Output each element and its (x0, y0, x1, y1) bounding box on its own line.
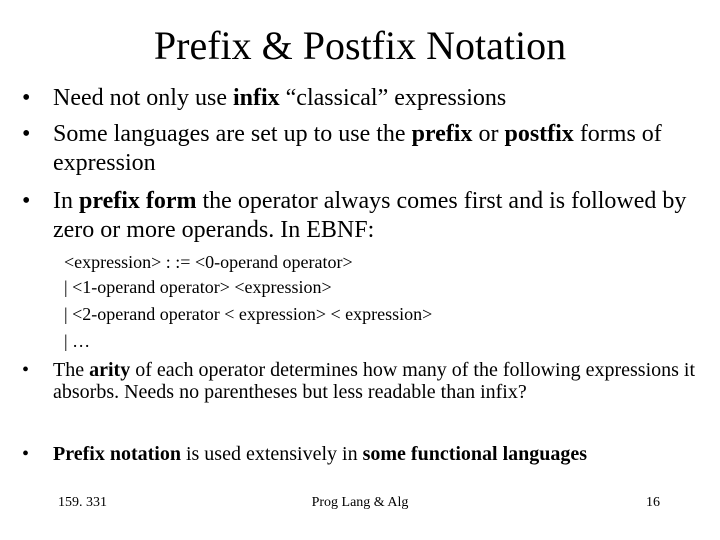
footer-course-code: 159. 331 (58, 495, 107, 510)
ebnf-line-1: <expression> : := <0-operand operator> (64, 252, 353, 272)
bullet-text: is used extensively in (180, 443, 363, 465)
bullet-text: the operator always comes first and is followed by zero or more operands. In EBNF: (53, 188, 687, 243)
bullet-text: forms of expression (53, 121, 662, 176)
ebnf-line-4: | … (64, 331, 91, 351)
bullet-prefix-notation (22, 443, 712, 465)
bullet-prefix-form (22, 187, 712, 245)
bold-term: arity (89, 359, 131, 381)
bold-term: some functional languages (362, 443, 588, 465)
ebnf-line-2: | <1-operand operator> <expression> (64, 277, 332, 297)
bold-term: postfix (504, 121, 574, 147)
bullet-text: The (53, 359, 90, 381)
bullet-dot-icon: • (22, 85, 31, 111)
bullet-text: Need not only use (53, 85, 233, 111)
bullet-dot-icon: • (22, 121, 31, 147)
footer-page-number: 16 (646, 495, 660, 510)
bold-term: prefix form (79, 188, 197, 214)
bullet-text: “classical” expressions (279, 85, 507, 111)
bullet-dot-icon: • (22, 443, 30, 465)
bullet-text: or (472, 121, 505, 147)
bullet-infix (22, 84, 712, 113)
bullet-text: Some languages are set up to use the (53, 121, 412, 147)
slide-title: Prefix & Postfix Notation (153, 23, 567, 68)
bullet-dot-icon: • (22, 188, 31, 214)
bullet-text: In (53, 188, 79, 214)
bold-term: Prefix notation (53, 443, 181, 465)
bullet-text: of each operator determines how many of the following expressions it absorbs. Needs no parentheses but less readable than infix? (53, 359, 696, 403)
bullet-dot-icon: • (22, 359, 30, 381)
bullet-prefix-postfix (22, 120, 712, 178)
bold-term: infix (232, 85, 280, 111)
bold-term: prefix (411, 121, 473, 147)
footer-course-name: Prog Lang & Alg (311, 495, 409, 510)
bullet-arity (22, 359, 712, 403)
ebnf-line-3: | <2-operand operator < expression> < expression> (64, 304, 433, 324)
